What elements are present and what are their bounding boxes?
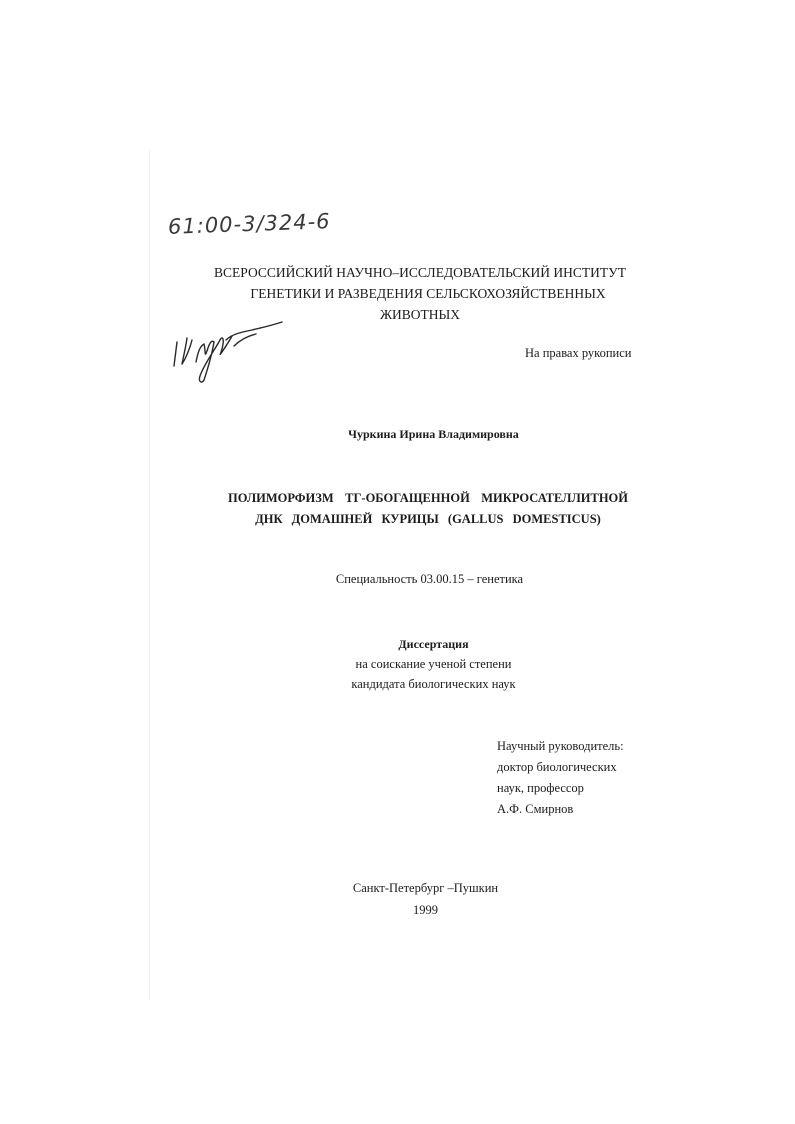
supervisor-line-3: наук, профессор [497, 781, 584, 795]
handwritten-catalog-number: 61:00-3/324-6 [167, 209, 331, 239]
specialty [0, 572, 795, 587]
supervisor-line-1: Научный руководитель: [497, 739, 624, 753]
supervisor-name: А.Ф. Смирнов [497, 802, 574, 816]
title-line-1: ПОЛИМОРФИЗМ ТГ-ОБОГАЩЕННОЙ МИКРОСАТЕЛЛИТНОЙ [228, 491, 628, 505]
year: 1999 [413, 903, 438, 917]
dissertation-block [0, 634, 795, 694]
city: Санкт-Петербург –Пушкин [352, 881, 499, 895]
manuscript-rights-note: На правах рукописи [525, 346, 632, 360]
author-name [0, 427, 795, 442]
place-and-year [0, 877, 795, 921]
title-line-2: ДНК ДОМАШНЕЙ КУРИЦЫ (GALLUS DOMESTICUS) [255, 512, 601, 526]
author-name-text: Чуркина Ирина Владимировна [348, 427, 519, 441]
dissertation-heading: Диссертация [398, 637, 469, 651]
handwritten-signature-image [168, 318, 288, 388]
dissertation-title [228, 488, 628, 530]
dissertation-line-1: на соискание ученой степени [355, 657, 512, 671]
specialty-text: Специальность 03.00.15 – генетика [335, 572, 524, 586]
institute-line-1: ВСЕРОССИЙСКИЙ НАУЧНО–ИССЛЕДОВАТЕЛЬСКИЙ ИНСТИТУТ [214, 265, 626, 280]
institute-line-3: ЖИВОТНЫХ [379, 307, 461, 322]
institute-line-2: ГЕНЕТИКИ И РАЗВЕДЕНИЯ СЕЛЬСКОХОЗЯЙСТВЕННЫХ [250, 286, 606, 301]
supervisor-line-2: доктор биологических [497, 760, 617, 774]
dissertation-line-2: кандидата биологических наук [351, 677, 516, 691]
supervisor-block [497, 736, 624, 820]
institute-name [205, 262, 635, 325]
